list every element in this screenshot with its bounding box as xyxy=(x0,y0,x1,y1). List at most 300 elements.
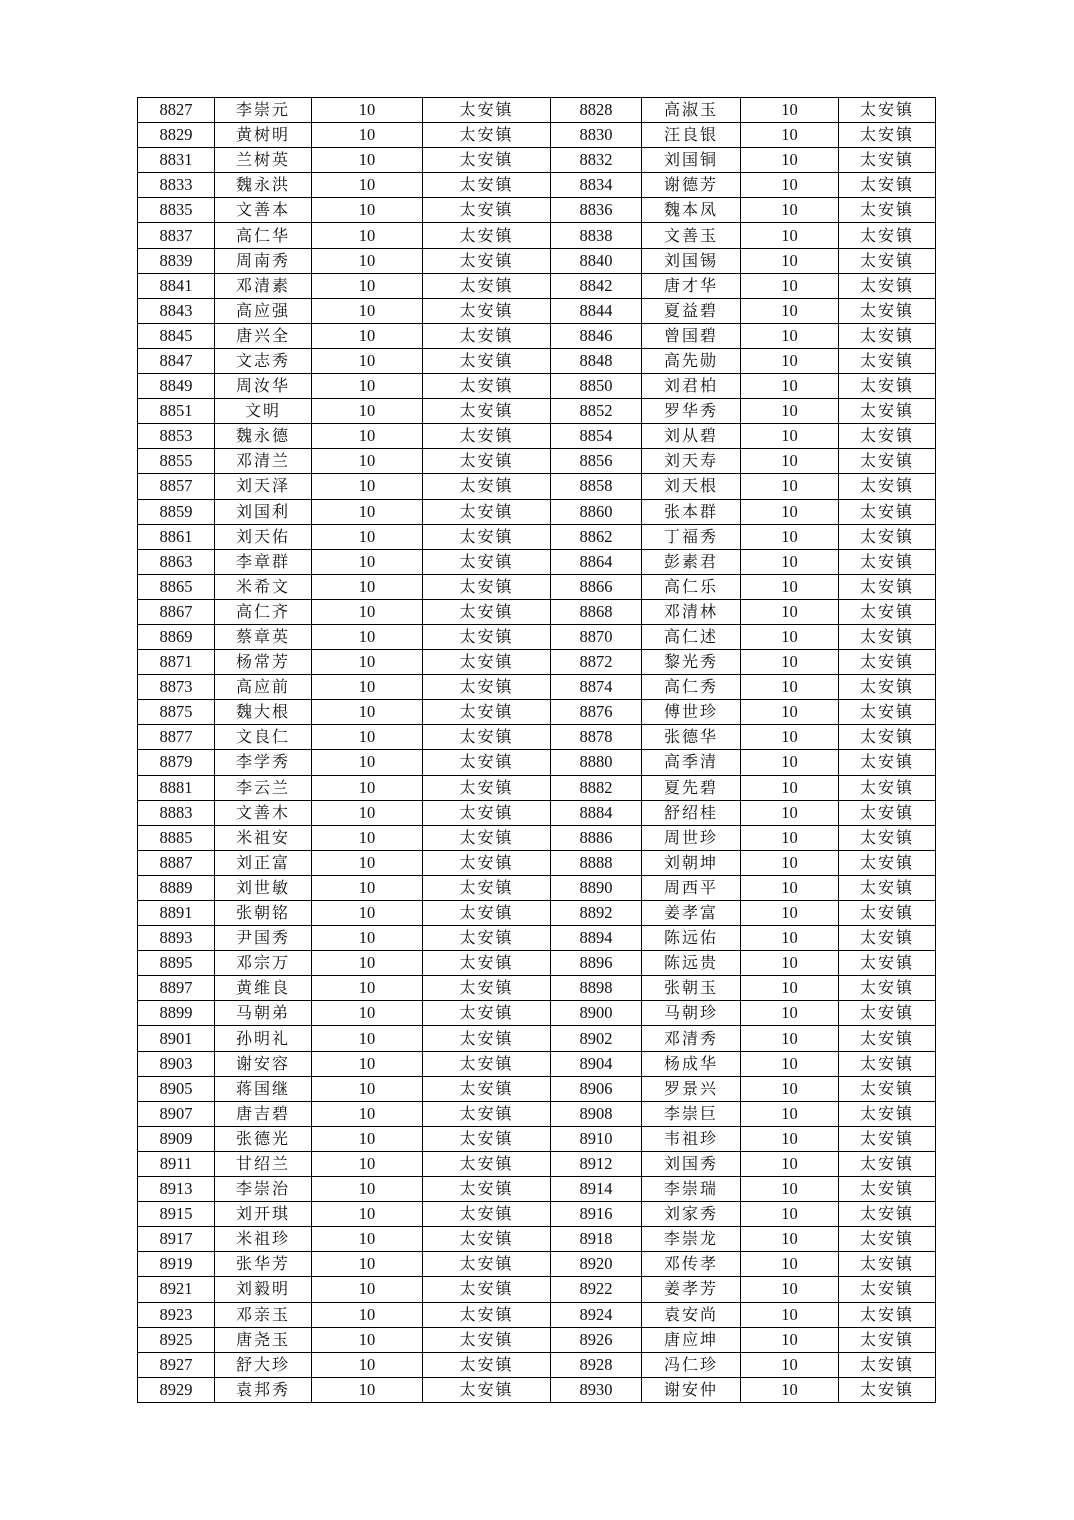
town-cell: 太安镇 xyxy=(839,98,936,123)
town-cell: 太安镇 xyxy=(839,901,936,926)
amount-cell: 10 xyxy=(741,323,839,348)
person-name-cell: 甘绍兰 xyxy=(215,1151,312,1176)
entry-number-cell: 8913 xyxy=(138,1177,215,1202)
entry-number-cell: 8837 xyxy=(138,223,215,248)
entry-number-cell: 8846 xyxy=(551,323,642,348)
person-name-cell: 刘天寿 xyxy=(642,449,741,474)
town-cell: 太安镇 xyxy=(839,700,936,725)
table-row xyxy=(138,524,936,549)
town-cell: 太安镇 xyxy=(839,1151,936,1176)
entry-number-cell: 8908 xyxy=(551,1101,642,1126)
person-name-cell: 唐尧玉 xyxy=(215,1327,312,1352)
table-row xyxy=(138,1026,936,1051)
amount-cell: 10 xyxy=(741,725,839,750)
town-cell: 太安镇 xyxy=(423,173,551,198)
entry-number-cell: 8861 xyxy=(138,524,215,549)
town-cell: 太安镇 xyxy=(423,574,551,599)
amount-cell: 10 xyxy=(741,1151,839,1176)
amount-cell: 10 xyxy=(741,549,839,574)
town-cell: 太安镇 xyxy=(839,725,936,750)
table-row xyxy=(138,223,936,248)
town-cell: 太安镇 xyxy=(839,298,936,323)
entry-number-cell: 8907 xyxy=(138,1101,215,1126)
person-name-cell: 高应前 xyxy=(215,675,312,700)
town-cell: 太安镇 xyxy=(839,1327,936,1352)
entry-number-cell: 8875 xyxy=(138,700,215,725)
person-name-cell: 高仁述 xyxy=(642,624,741,649)
person-name-cell: 周南秀 xyxy=(215,248,312,273)
person-name-cell: 马朝珍 xyxy=(642,1001,741,1026)
town-cell: 太安镇 xyxy=(839,449,936,474)
town-cell: 太安镇 xyxy=(423,1302,551,1327)
entry-number-cell: 8899 xyxy=(138,1001,215,1026)
amount-cell: 10 xyxy=(741,1377,839,1402)
person-name-cell: 袁安尚 xyxy=(642,1302,741,1327)
amount-cell: 10 xyxy=(312,1151,423,1176)
table-row xyxy=(138,926,936,951)
amount-cell: 10 xyxy=(312,1252,423,1277)
entry-number-cell: 8855 xyxy=(138,449,215,474)
person-name-cell: 邓清素 xyxy=(215,273,312,298)
town-cell: 太安镇 xyxy=(423,901,551,926)
entry-number-cell: 8926 xyxy=(551,1327,642,1352)
person-name-cell: 彭素君 xyxy=(642,549,741,574)
amount-cell: 10 xyxy=(312,1227,423,1252)
town-cell: 太安镇 xyxy=(839,825,936,850)
amount-cell: 10 xyxy=(312,1001,423,1026)
amount-cell: 10 xyxy=(312,298,423,323)
town-cell: 太安镇 xyxy=(423,675,551,700)
table-row xyxy=(138,825,936,850)
person-name-cell: 刘君柏 xyxy=(642,374,741,399)
table-row xyxy=(138,775,936,800)
town-cell: 太安镇 xyxy=(839,1202,936,1227)
entry-number-cell: 8911 xyxy=(138,1151,215,1176)
town-cell: 太安镇 xyxy=(423,298,551,323)
amount-cell: 10 xyxy=(741,1101,839,1126)
person-name-cell: 陈远佑 xyxy=(642,926,741,951)
town-cell: 太安镇 xyxy=(423,775,551,800)
town-cell: 太安镇 xyxy=(839,374,936,399)
amount-cell: 10 xyxy=(741,424,839,449)
entry-number-cell: 8863 xyxy=(138,549,215,574)
town-cell: 太安镇 xyxy=(423,198,551,223)
town-cell: 太安镇 xyxy=(839,1377,936,1402)
person-name-cell: 傅世珍 xyxy=(642,700,741,725)
amount-cell: 10 xyxy=(312,123,423,148)
amount-cell: 10 xyxy=(312,1026,423,1051)
person-name-cell: 文良仁 xyxy=(215,725,312,750)
person-name-cell: 丁福秀 xyxy=(642,524,741,549)
person-name-cell: 尹国秀 xyxy=(215,926,312,951)
town-cell: 太安镇 xyxy=(423,1202,551,1227)
entry-number-cell: 8905 xyxy=(138,1076,215,1101)
amount-cell: 10 xyxy=(312,323,423,348)
town-cell: 太安镇 xyxy=(839,1277,936,1302)
person-name-cell: 米祖安 xyxy=(215,825,312,850)
person-name-cell: 邓传孝 xyxy=(642,1252,741,1277)
amount-cell: 10 xyxy=(741,173,839,198)
person-name-cell: 黎光秀 xyxy=(642,650,741,675)
table-row xyxy=(138,750,936,775)
entry-number-cell: 8930 xyxy=(551,1377,642,1402)
town-cell: 太安镇 xyxy=(423,148,551,173)
person-name-cell: 刘天泽 xyxy=(215,474,312,499)
town-cell: 太安镇 xyxy=(839,1352,936,1377)
amount-cell: 10 xyxy=(312,348,423,373)
entry-number-cell: 8892 xyxy=(551,901,642,926)
amount-cell: 10 xyxy=(741,700,839,725)
person-name-cell: 汪良银 xyxy=(642,123,741,148)
table-row xyxy=(138,1202,936,1227)
town-cell: 太安镇 xyxy=(423,549,551,574)
town-cell: 太安镇 xyxy=(423,624,551,649)
person-name-cell: 刘毅明 xyxy=(215,1277,312,1302)
entry-number-cell: 8860 xyxy=(551,499,642,524)
town-cell: 太安镇 xyxy=(839,248,936,273)
amount-cell: 10 xyxy=(741,1277,839,1302)
entry-number-cell: 8889 xyxy=(138,875,215,900)
entry-number-cell: 8904 xyxy=(551,1051,642,1076)
amount-cell: 10 xyxy=(312,574,423,599)
person-name-cell: 黄树明 xyxy=(215,123,312,148)
entry-number-cell: 8845 xyxy=(138,323,215,348)
person-name-cell: 李云兰 xyxy=(215,775,312,800)
entry-number-cell: 8862 xyxy=(551,524,642,549)
entry-number-cell: 8844 xyxy=(551,298,642,323)
person-name-cell: 邓亲玉 xyxy=(215,1302,312,1327)
person-name-cell: 文善木 xyxy=(215,800,312,825)
entry-number-cell: 8893 xyxy=(138,926,215,951)
table-row xyxy=(138,875,936,900)
entry-number-cell: 8864 xyxy=(551,549,642,574)
amount-cell: 10 xyxy=(312,1177,423,1202)
town-cell: 太安镇 xyxy=(423,223,551,248)
entry-number-cell: 8849 xyxy=(138,374,215,399)
person-name-cell: 舒大珍 xyxy=(215,1352,312,1377)
town-cell: 太安镇 xyxy=(423,248,551,273)
table-row xyxy=(138,549,936,574)
amount-cell: 10 xyxy=(312,1377,423,1402)
town-cell: 太安镇 xyxy=(423,1126,551,1151)
amount-cell: 10 xyxy=(741,574,839,599)
amount-cell: 10 xyxy=(312,198,423,223)
amount-cell: 10 xyxy=(312,1126,423,1151)
town-cell: 太安镇 xyxy=(839,775,936,800)
amount-cell: 10 xyxy=(312,1277,423,1302)
town-cell: 太安镇 xyxy=(423,800,551,825)
town-cell: 太安镇 xyxy=(839,173,936,198)
person-name-cell: 孙明礼 xyxy=(215,1026,312,1051)
town-cell: 太安镇 xyxy=(839,223,936,248)
town-cell: 太安镇 xyxy=(423,850,551,875)
entry-number-cell: 8854 xyxy=(551,424,642,449)
entry-number-cell: 8879 xyxy=(138,750,215,775)
town-cell: 太安镇 xyxy=(423,926,551,951)
town-cell: 太安镇 xyxy=(423,951,551,976)
entry-number-cell: 8831 xyxy=(138,148,215,173)
table-row xyxy=(138,248,936,273)
amount-cell: 10 xyxy=(312,273,423,298)
amount-cell: 10 xyxy=(312,524,423,549)
town-cell: 太安镇 xyxy=(423,374,551,399)
person-name-cell: 姜孝芳 xyxy=(642,1277,741,1302)
entry-number-cell: 8885 xyxy=(138,825,215,850)
entry-number-cell: 8894 xyxy=(551,926,642,951)
town-cell: 太安镇 xyxy=(423,123,551,148)
amount-cell: 10 xyxy=(741,650,839,675)
entry-number-cell: 8848 xyxy=(551,348,642,373)
town-cell: 太安镇 xyxy=(423,1252,551,1277)
person-name-cell: 张华芳 xyxy=(215,1252,312,1277)
entry-number-cell: 8897 xyxy=(138,976,215,1001)
table-row xyxy=(138,273,936,298)
person-name-cell: 刘世敏 xyxy=(215,875,312,900)
person-name-cell: 邓宗万 xyxy=(215,951,312,976)
person-name-cell: 谢安容 xyxy=(215,1051,312,1076)
table-row xyxy=(138,1051,936,1076)
table-row xyxy=(138,976,936,1001)
entry-number-cell: 8865 xyxy=(138,574,215,599)
person-name-cell: 唐才华 xyxy=(642,273,741,298)
person-name-cell: 马朝弟 xyxy=(215,1001,312,1026)
entry-number-cell: 8856 xyxy=(551,449,642,474)
entry-number-cell: 8857 xyxy=(138,474,215,499)
town-cell: 太安镇 xyxy=(839,800,936,825)
entry-number-cell: 8847 xyxy=(138,348,215,373)
amount-cell: 10 xyxy=(312,750,423,775)
town-cell: 太安镇 xyxy=(423,348,551,373)
town-cell: 太安镇 xyxy=(423,449,551,474)
entry-number-cell: 8925 xyxy=(138,1327,215,1352)
entry-number-cell: 8867 xyxy=(138,599,215,624)
amount-cell: 10 xyxy=(741,474,839,499)
town-cell: 太安镇 xyxy=(839,123,936,148)
entry-number-cell: 8903 xyxy=(138,1051,215,1076)
amount-cell: 10 xyxy=(312,223,423,248)
amount-cell: 10 xyxy=(741,98,839,123)
entry-number-cell: 8906 xyxy=(551,1076,642,1101)
person-name-cell: 陈远贵 xyxy=(642,951,741,976)
person-name-cell: 夏益碧 xyxy=(642,298,741,323)
entry-number-cell: 8922 xyxy=(551,1277,642,1302)
entry-number-cell: 8914 xyxy=(551,1177,642,1202)
person-name-cell: 米祖珍 xyxy=(215,1227,312,1252)
entry-number-cell: 8853 xyxy=(138,424,215,449)
person-name-cell: 高仁乐 xyxy=(642,574,741,599)
amount-cell: 10 xyxy=(312,1076,423,1101)
town-cell: 太安镇 xyxy=(423,499,551,524)
town-cell: 太安镇 xyxy=(839,474,936,499)
person-name-cell: 文志秀 xyxy=(215,348,312,373)
entry-number-cell: 8929 xyxy=(138,1377,215,1402)
town-cell: 太安镇 xyxy=(839,198,936,223)
amount-cell: 10 xyxy=(741,1227,839,1252)
entry-number-cell: 8898 xyxy=(551,976,642,1001)
table-row xyxy=(138,323,936,348)
table-row xyxy=(138,901,936,926)
town-cell: 太安镇 xyxy=(839,348,936,373)
person-name-cell: 高应强 xyxy=(215,298,312,323)
town-cell: 太安镇 xyxy=(423,424,551,449)
entry-number-cell: 8896 xyxy=(551,951,642,976)
person-name-cell: 刘天根 xyxy=(642,474,741,499)
person-name-cell: 唐兴全 xyxy=(215,323,312,348)
amount-cell: 10 xyxy=(741,1051,839,1076)
person-name-cell: 刘家秀 xyxy=(642,1202,741,1227)
entry-number-cell: 8827 xyxy=(138,98,215,123)
amount-cell: 10 xyxy=(741,148,839,173)
entry-number-cell: 8883 xyxy=(138,800,215,825)
town-cell: 太安镇 xyxy=(423,725,551,750)
town-cell: 太安镇 xyxy=(839,574,936,599)
entry-number-cell: 8877 xyxy=(138,725,215,750)
town-cell: 太安镇 xyxy=(423,1026,551,1051)
person-name-cell: 邓清林 xyxy=(642,599,741,624)
entry-number-cell: 8927 xyxy=(138,1352,215,1377)
town-cell: 太安镇 xyxy=(423,1101,551,1126)
amount-cell: 10 xyxy=(312,98,423,123)
table-row xyxy=(138,474,936,499)
amount-cell: 10 xyxy=(312,599,423,624)
person-name-cell: 魏永德 xyxy=(215,424,312,449)
entry-number-cell: 8890 xyxy=(551,875,642,900)
person-name-cell: 张德光 xyxy=(215,1126,312,1151)
entry-number-cell: 8866 xyxy=(551,574,642,599)
person-name-cell: 谢安仲 xyxy=(642,1377,741,1402)
amount-cell: 10 xyxy=(312,675,423,700)
town-cell: 太安镇 xyxy=(423,1352,551,1377)
person-name-cell: 米希文 xyxy=(215,574,312,599)
amount-cell: 10 xyxy=(312,951,423,976)
amount-cell: 10 xyxy=(741,775,839,800)
table-row xyxy=(138,1252,936,1277)
amount-cell: 10 xyxy=(312,499,423,524)
town-cell: 太安镇 xyxy=(839,549,936,574)
town-cell: 太安镇 xyxy=(839,424,936,449)
entry-number-cell: 8910 xyxy=(551,1126,642,1151)
person-name-cell: 魏本凤 xyxy=(642,198,741,223)
table-row xyxy=(138,1277,936,1302)
entry-number-cell: 8876 xyxy=(551,700,642,725)
town-cell: 太安镇 xyxy=(423,273,551,298)
person-name-cell: 杨成华 xyxy=(642,1051,741,1076)
person-name-cell: 文明 xyxy=(215,399,312,424)
person-name-cell: 蔡章英 xyxy=(215,624,312,649)
entry-number-cell: 8835 xyxy=(138,198,215,223)
person-name-cell: 周汝华 xyxy=(215,374,312,399)
entry-number-cell: 8834 xyxy=(551,173,642,198)
entry-number-cell: 8923 xyxy=(138,1302,215,1327)
town-cell: 太安镇 xyxy=(423,599,551,624)
amount-cell: 10 xyxy=(312,474,423,499)
table-row xyxy=(138,1302,936,1327)
person-name-cell: 李崇龙 xyxy=(642,1227,741,1252)
table-row xyxy=(138,850,936,875)
amount-cell: 10 xyxy=(741,825,839,850)
person-name-cell: 张朝铭 xyxy=(215,901,312,926)
person-name-cell: 罗景兴 xyxy=(642,1076,741,1101)
person-name-cell: 唐吉碧 xyxy=(215,1101,312,1126)
person-name-cell: 刘天佑 xyxy=(215,524,312,549)
person-name-cell: 李章群 xyxy=(215,549,312,574)
amount-cell: 10 xyxy=(741,1076,839,1101)
person-name-cell: 刘国利 xyxy=(215,499,312,524)
amount-cell: 10 xyxy=(312,1327,423,1352)
roster-table xyxy=(137,97,936,1403)
person-name-cell: 李崇治 xyxy=(215,1177,312,1202)
entry-number-cell: 8869 xyxy=(138,624,215,649)
table-row xyxy=(138,173,936,198)
town-cell: 太安镇 xyxy=(423,1001,551,1026)
person-name-cell: 蒋国继 xyxy=(215,1076,312,1101)
person-name-cell: 高仁秀 xyxy=(642,675,741,700)
table-row xyxy=(138,98,936,123)
town-cell: 太安镇 xyxy=(423,976,551,1001)
person-name-cell: 冯仁珍 xyxy=(642,1352,741,1377)
town-cell: 太安镇 xyxy=(839,951,936,976)
town-cell: 太安镇 xyxy=(423,1227,551,1252)
table-row xyxy=(138,624,936,649)
amount-cell: 10 xyxy=(741,850,839,875)
entry-number-cell: 8859 xyxy=(138,499,215,524)
table-row xyxy=(138,700,936,725)
town-cell: 太安镇 xyxy=(839,1001,936,1026)
table-row xyxy=(138,1352,936,1377)
entry-number-cell: 8921 xyxy=(138,1277,215,1302)
amount-cell: 10 xyxy=(312,1202,423,1227)
entry-number-cell: 8828 xyxy=(551,98,642,123)
person-name-cell: 邓清秀 xyxy=(642,1026,741,1051)
town-cell: 太安镇 xyxy=(423,875,551,900)
amount-cell: 10 xyxy=(741,624,839,649)
person-name-cell: 刘国锡 xyxy=(642,248,741,273)
amount-cell: 10 xyxy=(741,1202,839,1227)
person-name-cell: 李崇元 xyxy=(215,98,312,123)
town-cell: 太安镇 xyxy=(839,1227,936,1252)
amount-cell: 10 xyxy=(741,223,839,248)
amount-cell: 10 xyxy=(312,1051,423,1076)
town-cell: 太安镇 xyxy=(839,750,936,775)
entry-number-cell: 8909 xyxy=(138,1126,215,1151)
entry-number-cell: 8884 xyxy=(551,800,642,825)
entry-number-cell: 8900 xyxy=(551,1001,642,1026)
entry-number-cell: 8833 xyxy=(138,173,215,198)
town-cell: 太安镇 xyxy=(423,1377,551,1402)
table-row xyxy=(138,1001,936,1026)
entry-number-cell: 8920 xyxy=(551,1252,642,1277)
amount-cell: 10 xyxy=(312,875,423,900)
entry-number-cell: 8928 xyxy=(551,1352,642,1377)
town-cell: 太安镇 xyxy=(423,524,551,549)
person-name-cell: 李崇瑞 xyxy=(642,1177,741,1202)
table-row xyxy=(138,148,936,173)
entry-number-cell: 8902 xyxy=(551,1026,642,1051)
table-row xyxy=(138,449,936,474)
amount-cell: 10 xyxy=(741,901,839,926)
entry-number-cell: 8916 xyxy=(551,1202,642,1227)
person-name-cell: 高仁华 xyxy=(215,223,312,248)
person-name-cell: 袁邦秀 xyxy=(215,1377,312,1402)
amount-cell: 10 xyxy=(312,624,423,649)
town-cell: 太安镇 xyxy=(423,650,551,675)
entry-number-cell: 8868 xyxy=(551,599,642,624)
person-name-cell: 张德华 xyxy=(642,725,741,750)
person-name-cell: 文善玉 xyxy=(642,223,741,248)
entry-number-cell: 8871 xyxy=(138,650,215,675)
amount-cell: 10 xyxy=(741,298,839,323)
entry-number-cell: 8882 xyxy=(551,775,642,800)
